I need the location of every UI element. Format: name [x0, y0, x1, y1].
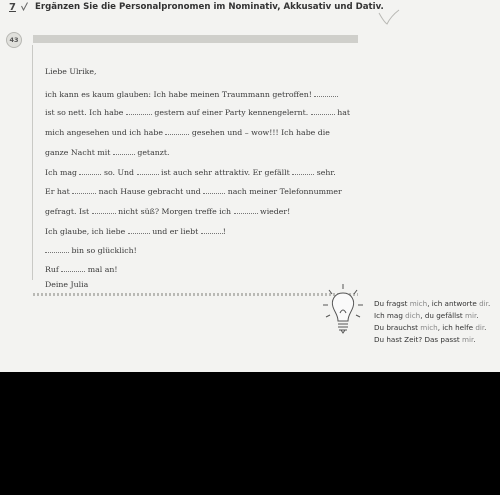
blank-gap[interactable]: [92, 205, 116, 214]
letter-text: gefragt. Ist: [45, 207, 90, 216]
letter-text: sehr.: [316, 168, 336, 177]
letter-line-10: [45, 263, 118, 275]
letter-text: so. Und: [103, 168, 135, 177]
letter-text: ich kann es kaum glauben: Ich habe meinen Traummann getroffen!: [45, 90, 312, 99]
blank-gap[interactable]: [311, 106, 335, 115]
letter-line-5: [45, 166, 336, 178]
tip-phrase-1: Du fragst mich, ich antworte dir.: [374, 299, 491, 308]
header-band: [33, 35, 358, 43]
blank-gap[interactable]: [126, 106, 152, 115]
letter-text: nach meiner Telefonnummer: [227, 187, 342, 196]
letter-line-2: [45, 106, 350, 118]
blank-gap[interactable]: [128, 225, 150, 234]
letter-salutation: Liebe Ulrike,: [45, 67, 97, 76]
blank-gap[interactable]: [113, 146, 135, 155]
exercise-number: 7: [9, 2, 16, 13]
letter-line-6: [45, 185, 342, 197]
black-margin: [0, 372, 500, 495]
blank-gap[interactable]: [234, 205, 258, 214]
letter-text: Er hat: [45, 187, 70, 196]
blank-gap[interactable]: [292, 166, 314, 175]
handwritten-check-mark-icon: [378, 8, 400, 26]
checkmark-icon: [21, 2, 28, 11]
letter-text: Ruf: [45, 265, 59, 274]
letter-line-1: [45, 88, 338, 100]
margin-line: [32, 45, 33, 280]
blank-gap[interactable]: [137, 166, 159, 175]
blank-gap[interactable]: [79, 166, 101, 175]
dotted-divider: [33, 293, 358, 296]
letter-text: und er liebt: [152, 227, 199, 236]
letter-line-8: [45, 225, 226, 237]
letter-text: ist so nett. Ich habe: [45, 108, 124, 117]
letter-text: mal an!: [87, 265, 118, 274]
letter-text: bin so glücklich!: [71, 246, 137, 255]
exercise-title: Ergänzen Sie die Personalpronomen im Nominativ, Akkusativ und Dativ.: [35, 2, 384, 12]
letter-text: hat: [337, 108, 351, 117]
blank-gap[interactable]: [203, 185, 225, 194]
letter-text: getanzt.: [137, 148, 170, 157]
blank-gap[interactable]: [72, 185, 96, 194]
page-badge: 43: [6, 32, 22, 48]
letter-text: Ich mag: [45, 168, 77, 177]
letter-text: !: [222, 227, 226, 236]
blank-gap[interactable]: [165, 126, 189, 135]
letter-text: nicht süß? Morgen treffe ich: [118, 207, 232, 216]
blank-gap[interactable]: [61, 263, 85, 272]
letter-line-9: [45, 244, 137, 256]
letter-text: ist auch sehr attraktiv. Er gefällt: [161, 168, 290, 177]
tip-phrase-4: Du hast Zeit? Das passt mir.: [374, 335, 476, 344]
letter-line-4: [45, 146, 169, 158]
letter-line-3: [45, 126, 330, 138]
blank-gap[interactable]: [45, 244, 69, 253]
lightbulb-icon: [322, 283, 364, 335]
blank-gap[interactable]: [201, 225, 223, 234]
letter-text: mich angesehen und ich habe: [45, 128, 163, 137]
letter-text: nach Hause gebracht und: [98, 187, 201, 196]
letter-closing: Deine Julia: [45, 280, 89, 289]
tip-phrase-2: Ich mag dich, du gefällst mir.: [374, 311, 479, 320]
letter-text: gestern auf einer Party kennengelernt.: [154, 108, 309, 117]
tip-phrase-3: Du brauchst mich, ich helfe dir.: [374, 323, 487, 332]
letter-text: ganze Nacht mit: [45, 148, 111, 157]
letter-text: Ich glaube, ich liebe: [45, 227, 126, 236]
letter-line-7: [45, 205, 290, 217]
blank-gap[interactable]: [314, 88, 338, 97]
letter-text: wieder!: [260, 207, 291, 216]
letter-text: gesehen und – wow!!! Ich habe die: [191, 128, 330, 137]
